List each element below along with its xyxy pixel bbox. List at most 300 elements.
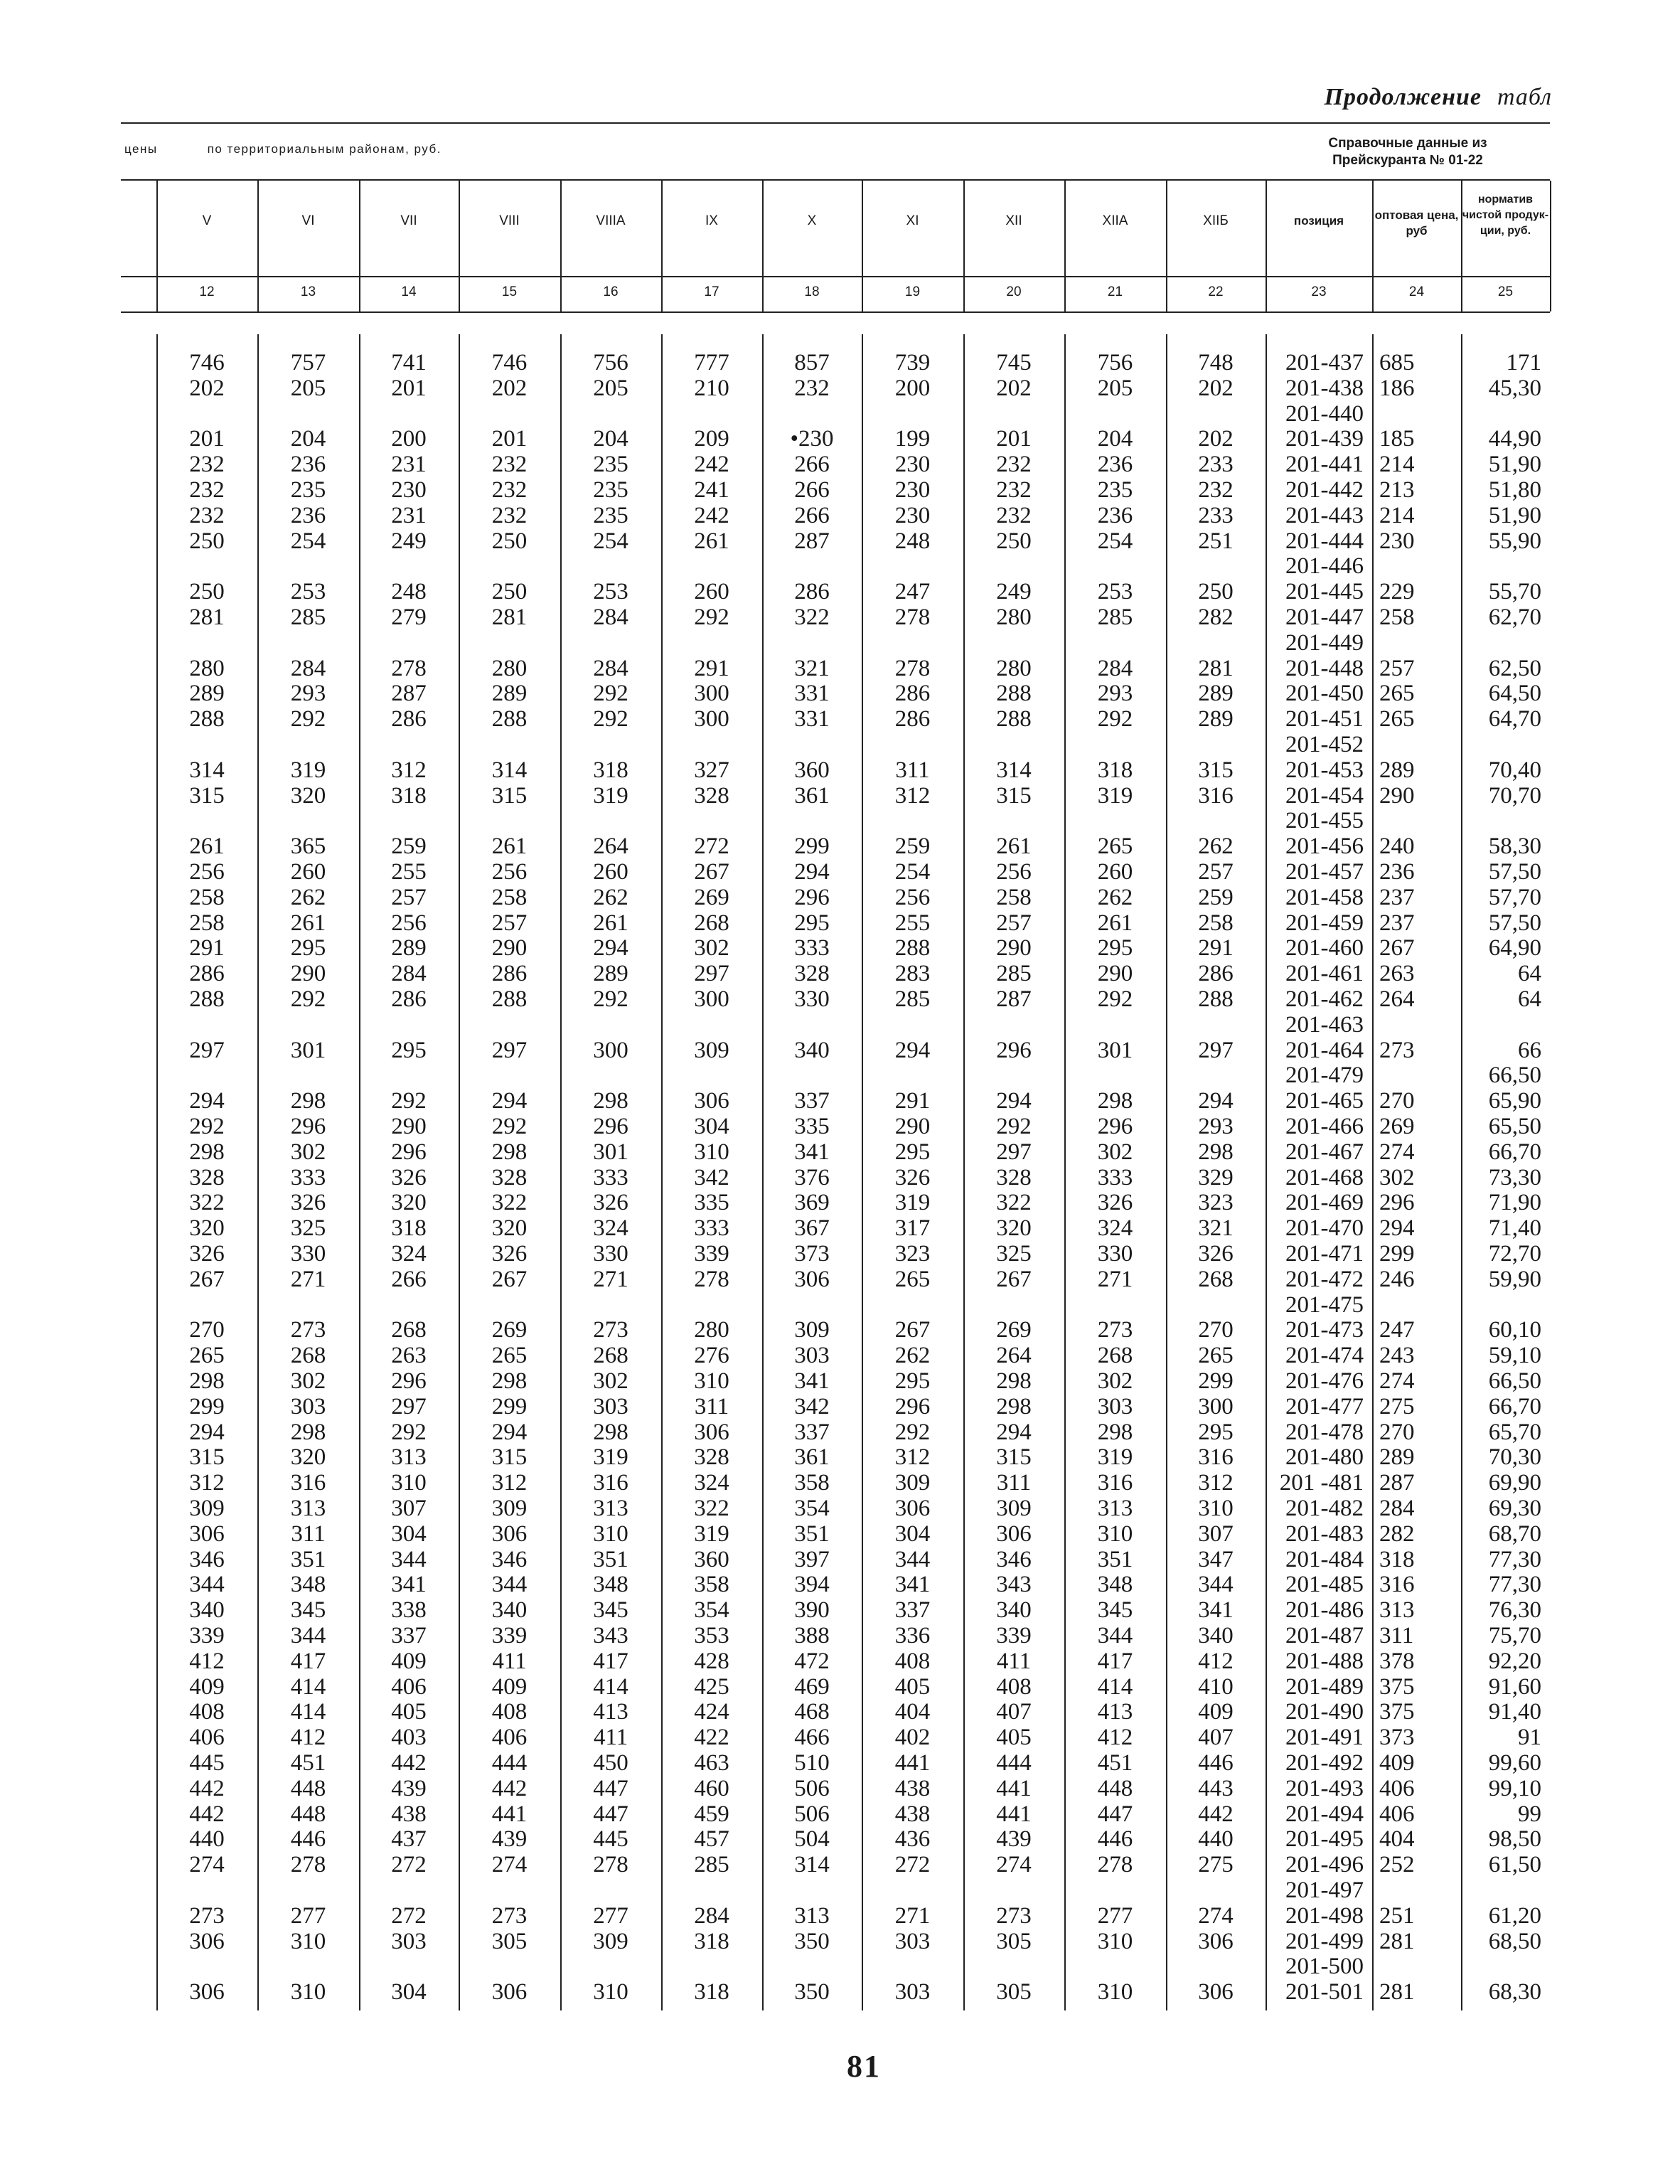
region-price-cell: 293 bbox=[1097, 681, 1133, 707]
net-norm-cell: 51,80 bbox=[1488, 477, 1541, 503]
region-price-cell: 290 bbox=[894, 1114, 931, 1139]
region-price-cell: 284 bbox=[593, 655, 628, 681]
region-price-cell: 307 bbox=[1198, 1520, 1234, 1547]
region-price-cell: 294 bbox=[491, 1088, 528, 1114]
region-price-cell: 312 bbox=[894, 1444, 931, 1471]
region-price-cell: 250 bbox=[491, 528, 528, 554]
region-price-cell: 269 bbox=[694, 884, 729, 910]
region-price-cell: 438 bbox=[894, 1801, 931, 1827]
net-norm-cell: 57,70 bbox=[1488, 884, 1541, 910]
region-price-cell: 257 bbox=[391, 884, 427, 910]
region-price-cell: 310 bbox=[694, 1368, 729, 1394]
wholesale-price-cell: 287 bbox=[1379, 1470, 1415, 1496]
net-norm-cell: 76,30 bbox=[1488, 1597, 1541, 1624]
region-price-cell: 315 bbox=[1198, 757, 1234, 783]
region-price-cell: 409 bbox=[1198, 1699, 1234, 1725]
region-price-cell: 337 bbox=[894, 1597, 931, 1624]
wholesale-price-cell: 409 bbox=[1379, 1750, 1415, 1776]
position-code-cell: 201-470 bbox=[1285, 1215, 1364, 1242]
region-price-cell: 417 bbox=[593, 1648, 628, 1674]
net-norm-cell: 44,90 bbox=[1488, 426, 1541, 452]
wholesale-price-cell: 252 bbox=[1379, 1852, 1415, 1878]
region-price-cell: 309 bbox=[996, 1496, 1032, 1521]
region-price-cell: 388 bbox=[794, 1623, 830, 1648]
wholesale-price-cell: 378 bbox=[1379, 1648, 1415, 1674]
region-price-cell: 298 bbox=[593, 1088, 628, 1114]
region-price-cell: 441 bbox=[491, 1801, 528, 1827]
region-price-cell: 438 bbox=[391, 1801, 427, 1827]
region-price-cell: 303 bbox=[290, 1393, 326, 1419]
region-price-cell: 309 bbox=[189, 1496, 225, 1521]
region-price-cell: 358 bbox=[794, 1470, 830, 1496]
position-code-cell: 201-488 bbox=[1285, 1648, 1364, 1674]
region-price-cell: 339 bbox=[189, 1623, 225, 1648]
net-norm-cell: 77,30 bbox=[1488, 1546, 1541, 1572]
region-price-cell: 299 bbox=[491, 1393, 528, 1419]
region-price-cell: 242 bbox=[694, 502, 729, 528]
reference-header bbox=[1266, 135, 1550, 169]
region-price-cell: 314 bbox=[189, 757, 225, 783]
region-price-cell: 266 bbox=[391, 1266, 427, 1292]
position-code-cell: 201-471 bbox=[1285, 1241, 1364, 1267]
region-price-cell: 311 bbox=[996, 1470, 1032, 1496]
region-price-cell: 316 bbox=[1198, 1444, 1234, 1471]
region-price-cell: 857 bbox=[794, 350, 830, 375]
region-price-cell: 310 bbox=[290, 1979, 326, 2005]
wholesale-price-cell: 237 bbox=[1379, 910, 1415, 936]
wholesale-price-cell: 274 bbox=[1379, 1139, 1415, 1165]
region-price-cell: 254 bbox=[593, 528, 628, 554]
position-code-cell: 201-464 bbox=[1285, 1037, 1364, 1063]
region-price-cell: 268 bbox=[391, 1317, 427, 1343]
region-price-cell: 319 bbox=[593, 1444, 628, 1471]
region-price-cell: 410 bbox=[1198, 1673, 1234, 1700]
net-norm-cell: 51,90 bbox=[1488, 502, 1541, 528]
region-price-cell: 340 bbox=[1198, 1623, 1234, 1648]
region-price-cell: 339 bbox=[491, 1623, 528, 1648]
region-price-cell: 318 bbox=[391, 1215, 427, 1242]
region-price-cell: 267 bbox=[694, 859, 729, 885]
region-price-cell: 468 bbox=[794, 1699, 830, 1725]
region-price-cell: 448 bbox=[290, 1775, 326, 1801]
region-price-cell: 285 bbox=[290, 604, 326, 630]
column-header: V bbox=[202, 213, 212, 228]
column-number: 24 bbox=[1408, 284, 1425, 299]
region-price-cell: 277 bbox=[593, 1902, 628, 1929]
region-price-cell: 466 bbox=[794, 1725, 830, 1751]
wholesale-price-cell: 313 bbox=[1379, 1597, 1415, 1624]
region-price-cell: 316 bbox=[1198, 782, 1234, 809]
region-price-cell: 339 bbox=[996, 1623, 1032, 1648]
column-number: 14 bbox=[401, 284, 417, 299]
region-price-cell: 285 bbox=[694, 1852, 729, 1878]
position-code-cell: 201-439 bbox=[1285, 426, 1364, 452]
region-price-cell: 348 bbox=[593, 1572, 628, 1598]
region-price-cell: 304 bbox=[894, 1520, 931, 1547]
region-price-cell: 264 bbox=[593, 833, 628, 860]
position-code-cell: 201-479 bbox=[1285, 1062, 1364, 1089]
region-price-cell: 236 bbox=[1097, 502, 1133, 528]
region-price-cell: 302 bbox=[1097, 1139, 1133, 1165]
position-code-cell: 201-489 bbox=[1285, 1673, 1364, 1700]
region-price-cell: 320 bbox=[996, 1215, 1032, 1242]
region-price-cell: 286 bbox=[894, 706, 931, 733]
position-code-cell: 201-461 bbox=[1285, 961, 1364, 987]
region-price-cell: 258 bbox=[996, 884, 1032, 910]
region-price-cell: 338 bbox=[391, 1597, 427, 1624]
region-price-cell: 288 bbox=[1198, 986, 1234, 1012]
region-price-cell: 330 bbox=[794, 986, 830, 1012]
region-price-cell: 201 bbox=[391, 375, 427, 401]
region-price-cell: 451 bbox=[1097, 1750, 1133, 1776]
region-price-cell: 311 bbox=[291, 1520, 326, 1547]
column-header: VI bbox=[301, 213, 315, 228]
region-price-cell: 293 bbox=[1198, 1114, 1234, 1139]
position-code-cell: 201-456 bbox=[1285, 833, 1364, 860]
region-price-cell: 445 bbox=[189, 1750, 225, 1776]
region-price-cell: 310 bbox=[694, 1139, 729, 1165]
region-price-cell: 337 bbox=[794, 1088, 830, 1114]
region-price-cell: 318 bbox=[1097, 757, 1133, 783]
page-number: 81 bbox=[847, 2049, 881, 2084]
region-price-cell: 294 bbox=[894, 1037, 931, 1063]
region-price-cell: 506 bbox=[794, 1775, 830, 1801]
position-code-cell: 201-448 bbox=[1285, 655, 1364, 681]
region-price-cell: 268 bbox=[1097, 1343, 1133, 1369]
region-price-cell: 394 bbox=[794, 1572, 830, 1598]
net-norm-cell: 65,70 bbox=[1488, 1419, 1541, 1445]
region-price-cell: 325 bbox=[996, 1241, 1032, 1267]
region-price-cell: 288 bbox=[189, 706, 225, 733]
region-price-cell: 296 bbox=[1097, 1114, 1133, 1139]
region-price-cell: 273 bbox=[996, 1902, 1032, 1929]
region-price-cell: 333 bbox=[794, 935, 830, 962]
region-price-cell: 756 bbox=[1097, 350, 1133, 375]
position-code-cell: 201-450 bbox=[1285, 681, 1364, 707]
region-price-cell: 313 bbox=[794, 1902, 830, 1929]
net-norm-cell: 91,40 bbox=[1488, 1699, 1541, 1725]
region-price-cell: 230 bbox=[894, 477, 931, 503]
region-price-cell: 448 bbox=[1097, 1775, 1133, 1801]
region-price-cell: 306 bbox=[1198, 1979, 1234, 2005]
region-price-cell: 258 bbox=[189, 910, 225, 936]
region-price-cell: 336 bbox=[894, 1623, 931, 1648]
region-price-cell: 450 bbox=[593, 1750, 628, 1776]
region-price-cell: 297 bbox=[491, 1037, 528, 1063]
net-norm-cell: 58,30 bbox=[1488, 833, 1541, 860]
region-price-cell: 439 bbox=[996, 1826, 1032, 1853]
region-price-cell: 409 bbox=[189, 1673, 225, 1700]
region-price-cell: 267 bbox=[189, 1266, 225, 1292]
region-price-cell: 266 bbox=[794, 452, 830, 478]
region-price-cell: 272 bbox=[391, 1852, 427, 1878]
region-price-cell: 318 bbox=[391, 782, 427, 809]
region-price-cell: 373 bbox=[794, 1241, 830, 1267]
region-price-cell: 411 bbox=[593, 1725, 628, 1751]
region-price-cell: 275 bbox=[1198, 1852, 1234, 1878]
region-price-cell: 348 bbox=[290, 1572, 326, 1598]
region-price-cell: 205 bbox=[593, 375, 628, 401]
region-price-cell: 264 bbox=[996, 1343, 1032, 1369]
region-price-cell: 271 bbox=[1097, 1266, 1133, 1292]
region-price-cell: 335 bbox=[794, 1114, 830, 1139]
region-price-cell: 266 bbox=[794, 477, 830, 503]
region-price-cell: 409 bbox=[391, 1648, 427, 1674]
region-price-cell: 315 bbox=[189, 1444, 225, 1471]
wholesale-price-cell: 270 bbox=[1379, 1088, 1415, 1114]
wholesale-price-cell: 236 bbox=[1379, 859, 1415, 885]
column-number: 20 bbox=[1006, 284, 1022, 299]
net-norm-cell: 64,50 bbox=[1488, 681, 1541, 707]
region-price-cell: 341 bbox=[894, 1572, 931, 1598]
region-price-cell: 320 bbox=[189, 1215, 225, 1242]
region-price-cell: 233 bbox=[1198, 502, 1234, 528]
region-price-cell: 326 bbox=[1198, 1241, 1234, 1267]
region-price-cell: 235 bbox=[290, 477, 326, 503]
region-price-cell: 251 bbox=[1198, 528, 1234, 554]
net-norm-cell: 65,90 bbox=[1488, 1088, 1541, 1114]
region-price-cell: 289 bbox=[1198, 681, 1234, 707]
region-price-cell: 292 bbox=[894, 1419, 931, 1445]
region-price-cell: 300 bbox=[694, 986, 729, 1012]
column-header: XIIA bbox=[1102, 213, 1128, 228]
region-price-cell: 440 bbox=[1198, 1826, 1234, 1853]
region-price-cell: 354 bbox=[794, 1496, 830, 1521]
region-price-cell: 204 bbox=[290, 426, 326, 452]
region-price-cell: 290 bbox=[1097, 961, 1133, 987]
column-number: 19 bbox=[904, 284, 921, 299]
wholesale-price-cell: 406 bbox=[1379, 1775, 1415, 1801]
region-price-cell: 302 bbox=[1097, 1368, 1133, 1394]
region-price-cell: 310 bbox=[593, 1979, 628, 2005]
region-price-cell: 295 bbox=[391, 1037, 427, 1063]
region-price-cell: 204 bbox=[1097, 426, 1133, 452]
position-code-cell: 201-467 bbox=[1285, 1139, 1364, 1165]
region-price-cell: 257 bbox=[491, 910, 528, 936]
region-price-cell: 320 bbox=[290, 782, 326, 809]
region-price-cell: 412 bbox=[1198, 1648, 1234, 1674]
net-norm-cell: 68,70 bbox=[1488, 1520, 1541, 1547]
region-price-cell: 312 bbox=[491, 1470, 528, 1496]
region-price-cell: 272 bbox=[391, 1902, 427, 1929]
region-price-cell: 306 bbox=[491, 1520, 528, 1547]
region-price-cell: 250 bbox=[996, 528, 1032, 554]
region-price-cell: 202 bbox=[491, 375, 528, 401]
region-price-cell: 258 bbox=[1198, 910, 1234, 936]
column-header: XI bbox=[906, 213, 919, 228]
net-norm-cell: 66,70 bbox=[1488, 1139, 1541, 1165]
region-price-cell: 250 bbox=[189, 579, 225, 605]
region-price-cell: 746 bbox=[189, 350, 225, 375]
region-price-cell: 278 bbox=[894, 655, 931, 681]
region-price-cell: 200 bbox=[894, 375, 931, 401]
region-price-cell: 324 bbox=[694, 1470, 729, 1496]
net-norm-cell: 45,30 bbox=[1488, 375, 1541, 401]
region-price-cell: 342 bbox=[694, 1164, 729, 1190]
region-price-cell: 298 bbox=[189, 1139, 225, 1165]
region-price-cell: 294 bbox=[491, 1419, 528, 1445]
region-price-cell: 344 bbox=[1097, 1623, 1133, 1648]
region-price-cell: 286 bbox=[391, 986, 427, 1012]
wholesale-price-cell: 294 bbox=[1379, 1215, 1415, 1242]
region-price-cell: 292 bbox=[694, 604, 729, 630]
region-price-cell: 296 bbox=[996, 1037, 1032, 1063]
position-code-cell: 201-476 bbox=[1285, 1368, 1364, 1394]
region-price-cell: 756 bbox=[593, 350, 628, 375]
region-price-cell: 296 bbox=[894, 1393, 931, 1419]
position-code-cell: 201-440 bbox=[1285, 400, 1364, 427]
region-price-cell: 201 bbox=[996, 426, 1032, 452]
wholesale-price-cell: 299 bbox=[1379, 1241, 1415, 1267]
region-price-cell: 354 bbox=[694, 1597, 729, 1624]
region-price-cell: 231 bbox=[391, 452, 427, 478]
net-norm-cell: 66,50 bbox=[1488, 1368, 1541, 1394]
region-price-cell: 235 bbox=[593, 502, 628, 528]
region-price-cell: 297 bbox=[996, 1139, 1032, 1165]
region-price-cell: 201 bbox=[189, 426, 225, 452]
region-price-cell: 309 bbox=[593, 1928, 628, 1954]
region-price-cell: 361 bbox=[794, 782, 830, 809]
region-price-cell: 330 bbox=[1097, 1241, 1133, 1267]
wholesale-price-cell: 269 bbox=[1379, 1114, 1415, 1139]
region-price-cell: 261 bbox=[189, 833, 225, 860]
region-price-cell: 295 bbox=[1198, 1419, 1234, 1445]
region-price-cell: 330 bbox=[290, 1241, 326, 1267]
column-number: 25 bbox=[1497, 284, 1514, 299]
region-price-cell: 310 bbox=[1198, 1496, 1234, 1521]
position-code-cell: 201-477 bbox=[1285, 1393, 1364, 1419]
region-price-cell: 287 bbox=[391, 681, 427, 707]
region-price-cell: 331 bbox=[794, 681, 830, 707]
region-price-cell: 324 bbox=[593, 1215, 628, 1242]
region-price-cell: 306 bbox=[894, 1496, 931, 1521]
region-price-cell: 288 bbox=[491, 986, 528, 1012]
region-price-cell: 310 bbox=[391, 1470, 427, 1496]
region-price-cell: 306 bbox=[189, 1520, 225, 1547]
region-price-cell: 254 bbox=[1097, 528, 1133, 554]
region-price-cell: 341 bbox=[794, 1368, 830, 1394]
net-norm-cell: 71,40 bbox=[1488, 1215, 1541, 1242]
region-price-cell: 341 bbox=[391, 1572, 427, 1598]
region-price-cell: 447 bbox=[593, 1775, 628, 1801]
region-price-cell: 278 bbox=[1097, 1852, 1133, 1878]
region-price-cell: 306 bbox=[694, 1088, 729, 1114]
region-price-cell: 277 bbox=[1097, 1902, 1133, 1929]
region-price-cell: 292 bbox=[593, 986, 628, 1012]
position-code-cell: 201-441 bbox=[1285, 452, 1364, 478]
region-price-cell: 317 bbox=[894, 1215, 931, 1242]
net-norm-cell: 64 bbox=[1518, 986, 1541, 1012]
region-price-cell: 330 bbox=[593, 1241, 628, 1267]
column-header: VIIIA bbox=[596, 213, 626, 228]
region-price-cell: 341 bbox=[1198, 1597, 1234, 1624]
region-price-cell: 446 bbox=[1097, 1826, 1133, 1853]
position-code-cell: 201-485 bbox=[1285, 1572, 1364, 1598]
column-number: 17 bbox=[704, 284, 719, 299]
region-price-cell: 254 bbox=[290, 528, 326, 554]
net-norm-cell: 62,70 bbox=[1488, 604, 1541, 630]
region-price-cell: 757 bbox=[290, 350, 326, 375]
net-norm-cell: 66 bbox=[1518, 1037, 1541, 1063]
region-price-cell: 298 bbox=[1097, 1419, 1133, 1445]
region-price-cell: 232 bbox=[189, 452, 225, 478]
region-price-cell: 360 bbox=[794, 757, 830, 783]
region-price-cell: 290 bbox=[290, 961, 326, 987]
region-price-cell: 397 bbox=[794, 1546, 830, 1572]
region-price-cell: 319 bbox=[593, 782, 628, 809]
region-price-cell: 404 bbox=[894, 1699, 931, 1725]
region-price-cell: 409 bbox=[491, 1673, 528, 1700]
region-price-cell: 284 bbox=[694, 1902, 729, 1929]
region-price-cell: 278 bbox=[894, 604, 931, 630]
position-code-cell: 201-494 bbox=[1285, 1801, 1364, 1827]
region-price-cell: 313 bbox=[593, 1496, 628, 1521]
region-price-cell: 321 bbox=[794, 655, 830, 681]
region-price-cell: 293 bbox=[290, 681, 326, 707]
region-price-cell: 312 bbox=[1198, 1470, 1234, 1496]
region-price-cell: 315 bbox=[491, 782, 528, 809]
region-price-cell: 348 bbox=[1097, 1572, 1133, 1598]
region-price-cell: 232 bbox=[996, 477, 1032, 503]
region-price-cell: 322 bbox=[694, 1496, 729, 1521]
region-price-cell: 291 bbox=[894, 1088, 931, 1114]
region-price-cell: 316 bbox=[1097, 1470, 1133, 1496]
region-price-cell: 296 bbox=[391, 1368, 427, 1394]
region-price-cell: 273 bbox=[491, 1902, 528, 1929]
region-price-cell: 286 bbox=[1198, 961, 1234, 987]
region-price-cell: 297 bbox=[694, 961, 729, 987]
region-price-cell: 337 bbox=[794, 1419, 830, 1445]
region-price-cell: 285 bbox=[1097, 604, 1133, 630]
wholesale-price-cell: 270 bbox=[1379, 1419, 1415, 1445]
region-price-cell: 260 bbox=[290, 859, 326, 885]
region-price-cell: 306 bbox=[491, 1979, 528, 2005]
region-price-cell: 278 bbox=[694, 1266, 729, 1292]
region-price-cell: 298 bbox=[491, 1139, 528, 1165]
region-price-cell: 289 bbox=[593, 961, 628, 987]
wholesale-price-cell: 274 bbox=[1379, 1368, 1415, 1394]
region-price-cell: 441 bbox=[996, 1775, 1032, 1801]
region-price-cell: 262 bbox=[593, 884, 628, 910]
column-header: VIII bbox=[499, 213, 520, 228]
region-price-cell: 318 bbox=[694, 1928, 729, 1954]
region-price-cell: 307 bbox=[391, 1496, 427, 1521]
region-price-cell: 303 bbox=[794, 1343, 830, 1369]
region-price-cell: 310 bbox=[593, 1520, 628, 1547]
region-price-cell: 235 bbox=[593, 477, 628, 503]
net-norm-cell: 68,50 bbox=[1488, 1928, 1541, 1954]
region-price-cell: 442 bbox=[189, 1775, 225, 1801]
region-price-cell: 257 bbox=[1198, 859, 1234, 885]
region-price-cell: 256 bbox=[996, 859, 1032, 885]
region-price-cell: 302 bbox=[290, 1368, 326, 1394]
region-price-cell: 305 bbox=[491, 1928, 528, 1954]
region-price-cell: 444 bbox=[491, 1750, 528, 1776]
region-price-cell: 739 bbox=[894, 350, 931, 375]
region-price-cell: 310 bbox=[1097, 1928, 1133, 1954]
region-price-cell: 315 bbox=[996, 782, 1032, 809]
region-price-cell: 346 bbox=[491, 1546, 528, 1572]
region-price-cell: 289 bbox=[189, 681, 225, 707]
region-price-cell: 301 bbox=[593, 1139, 628, 1165]
net-norm-cell: 65,50 bbox=[1488, 1114, 1541, 1139]
region-price-cell: 459 bbox=[694, 1801, 729, 1827]
region-price-cell: 414 bbox=[593, 1673, 628, 1700]
wholesale-price-cell: 273 bbox=[1379, 1037, 1415, 1063]
net-norm-cell: 68,30 bbox=[1488, 1979, 1541, 2005]
region-price-cell: 292 bbox=[391, 1419, 427, 1445]
position-code-cell: 201-468 bbox=[1285, 1164, 1364, 1190]
